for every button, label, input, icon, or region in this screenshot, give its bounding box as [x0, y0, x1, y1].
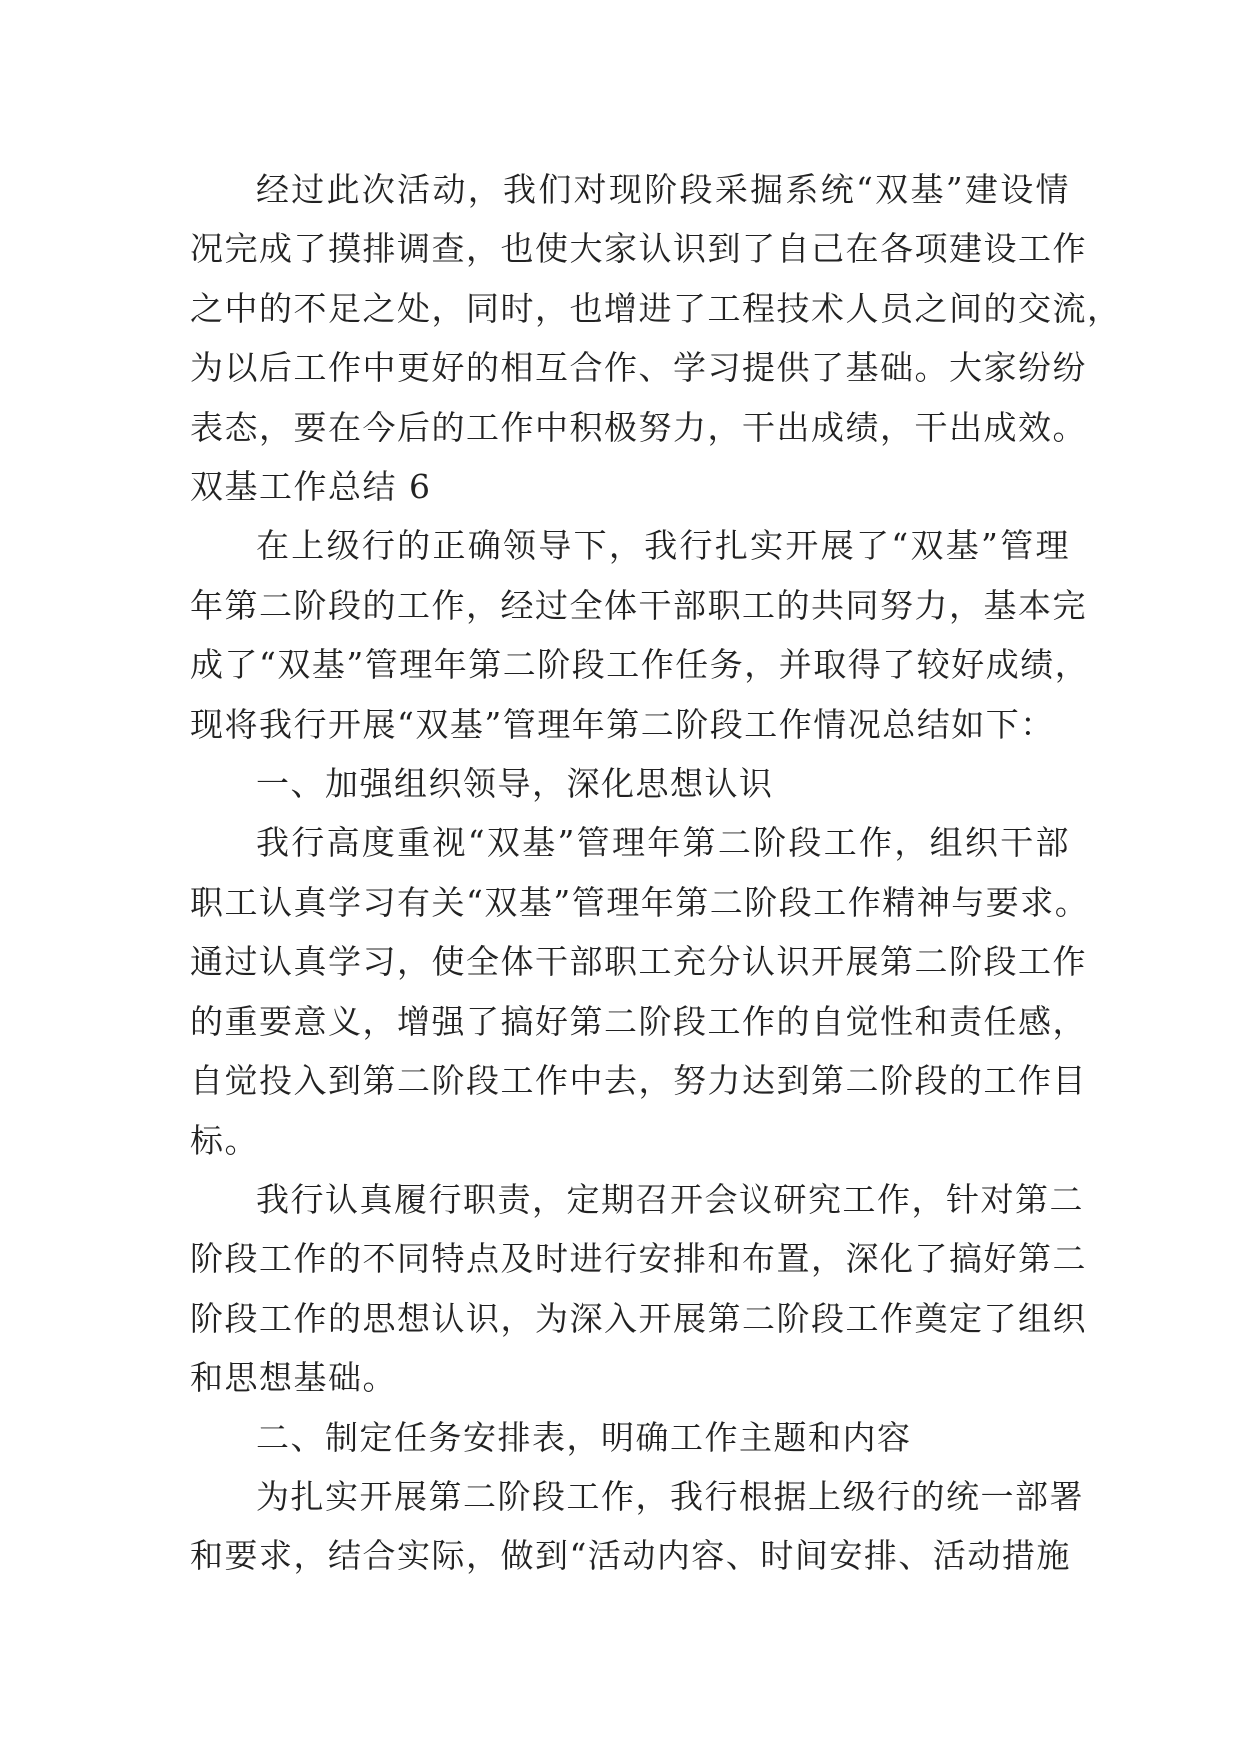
text-line: 我行认真履行职责，定期召开会议研究工作，针对第二 — [256, 1179, 1084, 1219]
paragraph-h2 — [190, 1408, 1070, 1467]
document-body — [190, 160, 1122, 1586]
text-line: 之中的不足之处，同时，也增进了工程技术人员之间的交流， — [190, 288, 1122, 328]
paragraph-h1 — [190, 754, 1070, 813]
text-line: 通过认真学习，使全体干部职工充分认识开展第二阶段工作 — [190, 942, 1087, 982]
paragraph-p3 — [190, 813, 1090, 1169]
text-line: 职工认真学习有关“双基”管理年第二阶段工作精神与要求。 — [190, 882, 1090, 922]
text-line: 双基工作总结 6 — [190, 467, 432, 507]
text-line: 二、制定任务安排表，明确工作主题和内容 — [256, 1417, 912, 1457]
text-line: 年第二阶段的工作，经过全体干部职工的共同努力，基本完 — [190, 585, 1087, 625]
text-line: 经过此次活动，我们对现阶段采掘系统“双基”建设情 — [256, 170, 1070, 209]
paragraph-p1 — [190, 160, 1122, 457]
text-line: 阶段工作的思想认识，为深入开展第二阶段工作奠定了组织 — [190, 1298, 1087, 1338]
paragraph-p5 — [190, 1467, 1084, 1586]
text-line: 现将我行开展“双基”管理年第二阶段工作情况总结如下： — [190, 704, 1055, 744]
text-line: 和要求，结合实际，做到“活动内容、时间安排、活动措施 — [190, 1536, 1071, 1576]
text-line: 在上级行的正确领导下，我行扎实开展了“双基”管理 — [256, 526, 1070, 566]
text-line: 阶段工作的不同特点及时进行安排和布置，深化了搞好第二 — [190, 1239, 1087, 1279]
text-line: 的重要意义，增强了搞好第二阶段工作的自觉性和责任感， — [190, 1001, 1087, 1041]
paragraph-p2 — [190, 516, 1090, 754]
paragraph-p4 — [190, 1170, 1087, 1408]
text-line: 我行高度重视“双基”管理年第二阶段工作，组织干部 — [256, 823, 1070, 863]
text-line: 况完成了摸排调查，也使大家认识到了自己在各项建设工作 — [190, 229, 1087, 269]
text-line: 自觉投入到第二阶段工作中去，努力达到第二阶段的工作目 — [190, 1061, 1087, 1101]
paragraph-title — [190, 457, 1070, 516]
text-line: 和思想基础。 — [190, 1358, 397, 1398]
text-line: 为扎实开展第二阶段工作，我行根据上级行的统一部署 — [256, 1476, 1084, 1516]
text-line: 表态，要在今后的工作中积极努力，干出成绩，干出成效。 — [190, 407, 1087, 447]
text-line: 为以后工作中更好的相互合作、学习提供了基础。大家纷纷 — [190, 348, 1087, 388]
text-line: 一、加强组织领导，深化思想认识 — [256, 764, 774, 804]
text-line: 成了“双基”管理年第二阶段工作任务，并取得了较好成绩， — [190, 645, 1090, 685]
text-line: 标。 — [190, 1120, 259, 1160]
